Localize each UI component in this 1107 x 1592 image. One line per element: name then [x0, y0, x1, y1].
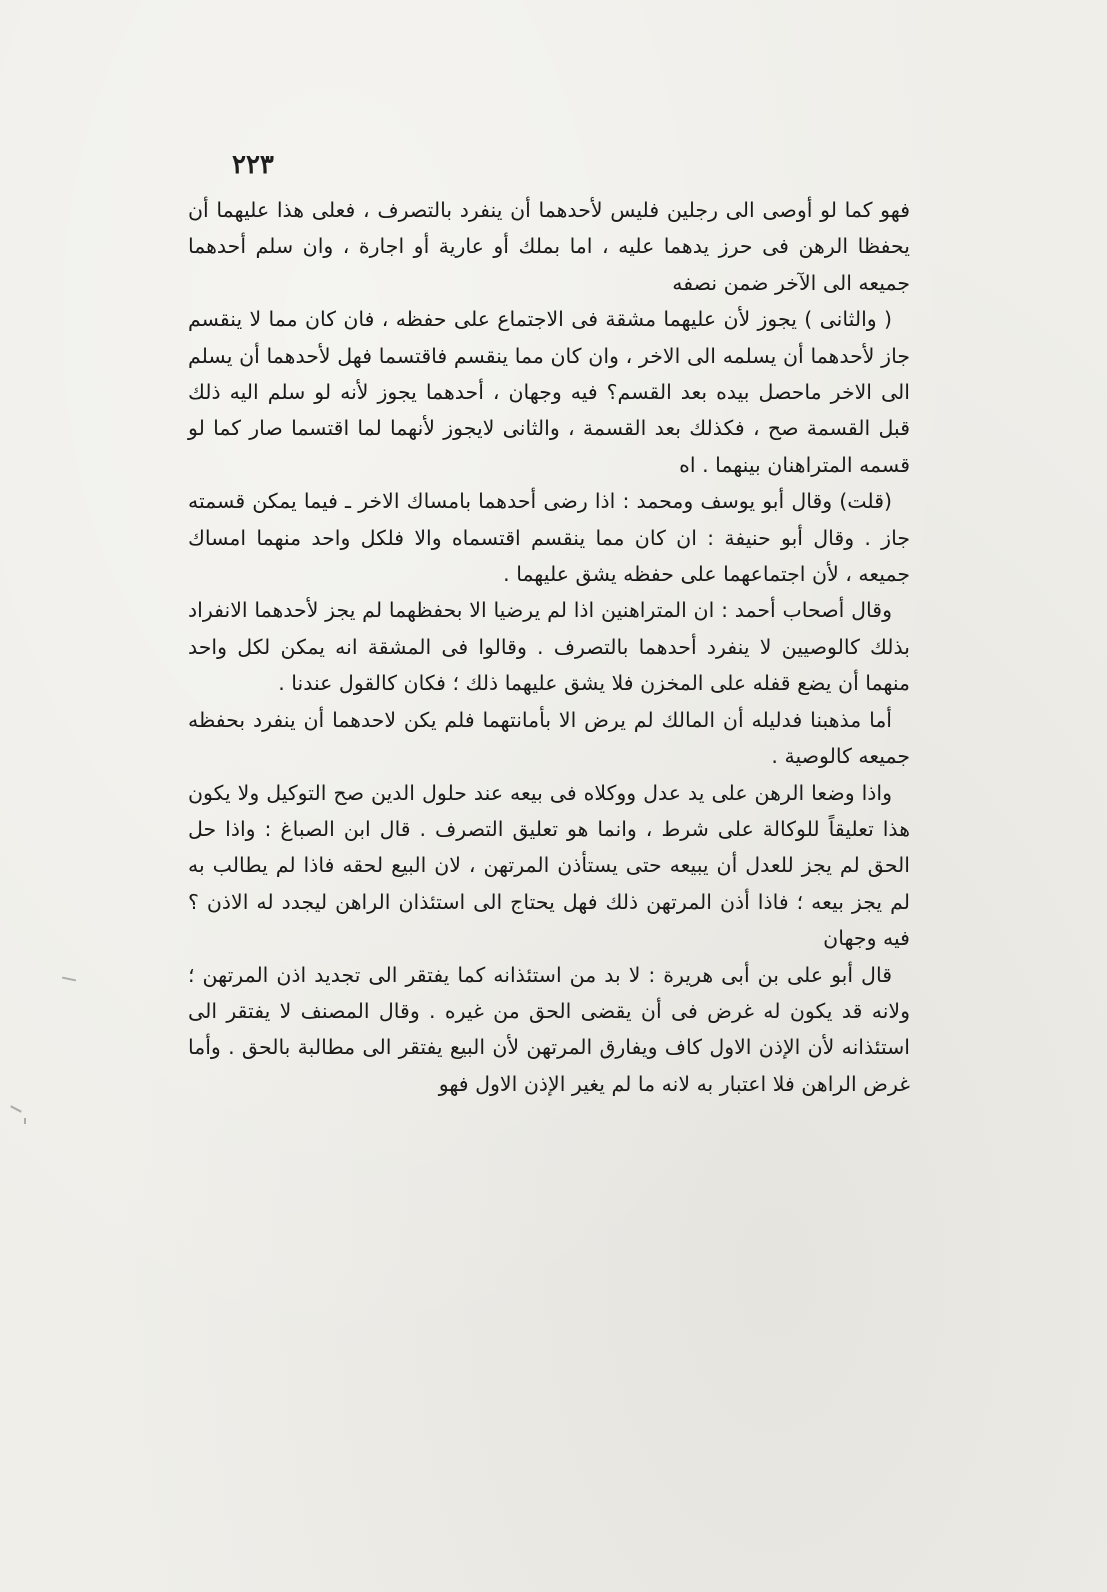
scan-speck [10, 1105, 22, 1112]
scan-speck [24, 1118, 26, 1124]
paragraph: ( والثانى ) يجوز لأن عليهما مشقة فى الاجتماع على حفظه ، فان كان مما لا ينقسم جاز لأحدهما أن يسلمه الى الاخر ، وان كان مما ينقسم فاقتسما فهل لأحدهما أن يسلم الى الاخر ماحصل بيده بعد القسم؟ فيه وجهان ، أحدهما يجوز لأنه لو سلم اليه ذلك قبل القسمة صح ، فكذلك بعد القسمة ، والثانى لايجوز لأنهما لما اقتسما صار كما لو قسمه المتراهنان بينهما . اه [188, 307, 910, 477]
paragraph: وقال أصحاب أحمد : ان المتراهنين اذا لم يرضيا الا بحفظهما لم يجز لأحدهما الانفراد بذلك كالوصيين لا ينفرد أحدهما بالتصرف . وقالوا فى المشقة انه يمكن لكل واحد منهما أن يضع قفله على المخزن فلا يشق عليهما ذلك ؛ فكان كالقول عندنا . [188, 598, 910, 696]
scan-speck [62, 977, 76, 982]
paragraph: واذا وضعا الرهن على يد عدل ووكلاه فى بيعه عند حلول الدين صح التوكيل ولا يكون هذا تعليقاً للوكالة على شرط ، وانما هو تعليق التصرف . قال ابن الصباغ : واذا حل الحق لم يجز للعدل أن يبيعه حتى يستأذن المرتهن ، لان البيع لحقه فاذا لم يطالب به لم يجز بيعه ؛ فاذا أذن المرتهن ذلك فهل يحتاج الى استئذان الراهن ليجدد له الاذن ؟ فيه وجهان [188, 780, 910, 951]
paragraph: أما مذهبنا فدليله أن المالك لم يرض الا بأمانتهما فلم يكن لاحدهما أن ينفرد بحفظه جميعه كالوصية . [188, 707, 910, 769]
paragraph: فهو كما لو أوصى الى رجلين فليس لأحدهما أن ينفرد بالتصرف ، فعلى هذا عليهما أن يحفظا الرهن فى حرز يدهما عليه ، اما بملك أو عارية أو اجارة ، وان سلم أحدهما جميعه الى الآخر ضمن نصفه [188, 198, 910, 295]
page-body-text [188, 192, 910, 1102]
paragraph: (قلت) وقال أبو يوسف ومحمد : اذا رضى أحدهما بامساك الاخر ـ فيما يمكن قسمته جاز . وقال أبو حنيفة : ان كان مما ينقسم اقتسماه والا فلكل واحد منهما امساك جميعه ، لأن اجتماعهما على حفظه يشق عليهما . [188, 489, 910, 587]
page-number: ٢٢٣ [232, 150, 274, 180]
paragraph: قال أبو على بن أبى هريرة : لا بد من استئذانه كما يفتقر الى تجديد اذن المرتهن ؛ ولانه قد يكون له غرض فى أن يقضى الحق من غيره . وقال المصنف لا يفتقر الى استئذانه لأن الإذن الاول كاف ويفارق المرتهن لأن البيع يفتقر الى مطالبة بالحق . وأما غرض الراهن فلا اعتبار به لانه ما لم يغير الإذن الاول فهو [188, 962, 910, 1096]
